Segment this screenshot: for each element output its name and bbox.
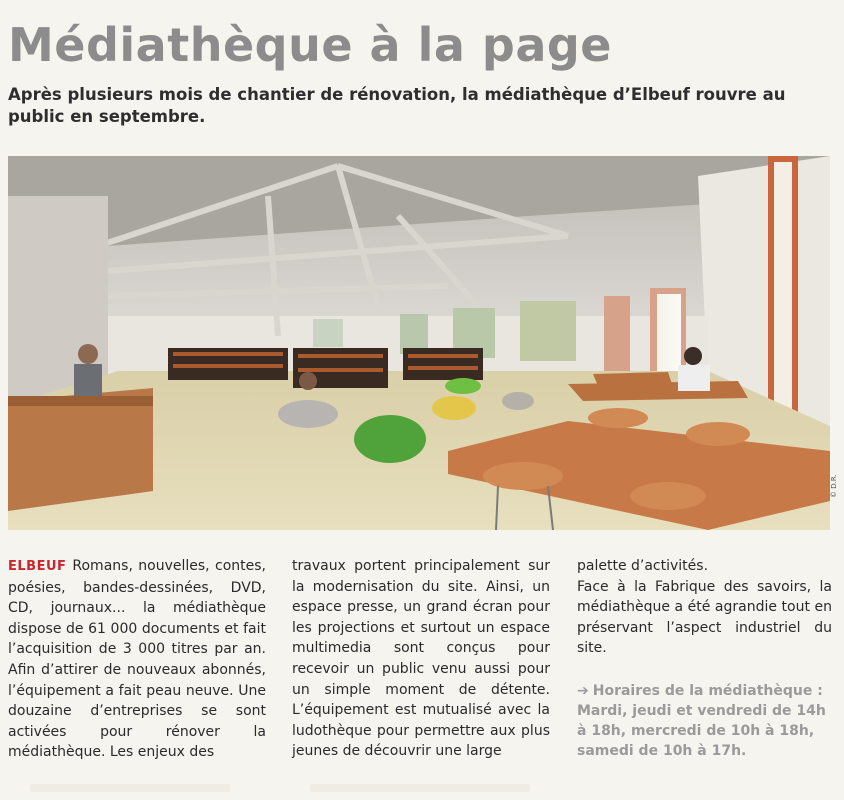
- column-3-text-2: Face à la Fabrique des savoirs, la médiathèque a été agrandie tout en préservant l’aspect industriel du site.: [577, 578, 832, 657]
- photo-credit: © D.R.: [830, 474, 838, 498]
- article-column-2: [292, 556, 550, 762]
- article-column-1: [8, 556, 266, 763]
- column-3-text-1: palette d’activités.: [577, 558, 709, 574]
- opening-hours-text: Horaires de la médiathèque : Mardi, jeudi et vendredi de 14h à 18h, mercredi de 10h à 18h, samedi de 10h à 17h.: [577, 682, 826, 759]
- article-title: Médiathèque à la page: [8, 18, 613, 72]
- column-1-text: Romans, nouvelles, contes, poésies, bandes-dessinées, DVD, CD, journaux... la médiathèque dispose de 61 000 documents et fait l’acquisition de 3 000 titres par an. Afin d’attirer de nouveaux abonnés, l’équipement a fait peau neuve. Une douzaine d’entreprises se sont activées pour rénover la médiathèque. Les enjeux des: [8, 558, 266, 761]
- library-interior-illustration: [8, 156, 830, 530]
- opening-hours-info: [577, 681, 832, 761]
- show-through-line: [310, 784, 530, 792]
- column-2-text: travaux portent principalement sur la modernisation du site. Ainsi, un espace presse, un grand écran pour les projections et surtout un espace multimedia sont conçus pour recevoir un public venu aussi pour un simple moment de détente. L’équipement est mutualisé avec la ludothèque pour permettre aux plus jeunes de découvrir une large: [292, 558, 550, 760]
- article-column-3: [577, 556, 832, 761]
- arrow-right-icon: ➔: [577, 682, 589, 699]
- show-through-line: [30, 784, 230, 792]
- location-kicker: ELBEUF: [8, 559, 67, 574]
- library-interior-photo: [8, 156, 830, 530]
- article-standfirst: Après plusieurs mois de chantier de rénovation, la médiathèque d’Elbeuf rouvre au public en septembre.: [8, 85, 786, 126]
